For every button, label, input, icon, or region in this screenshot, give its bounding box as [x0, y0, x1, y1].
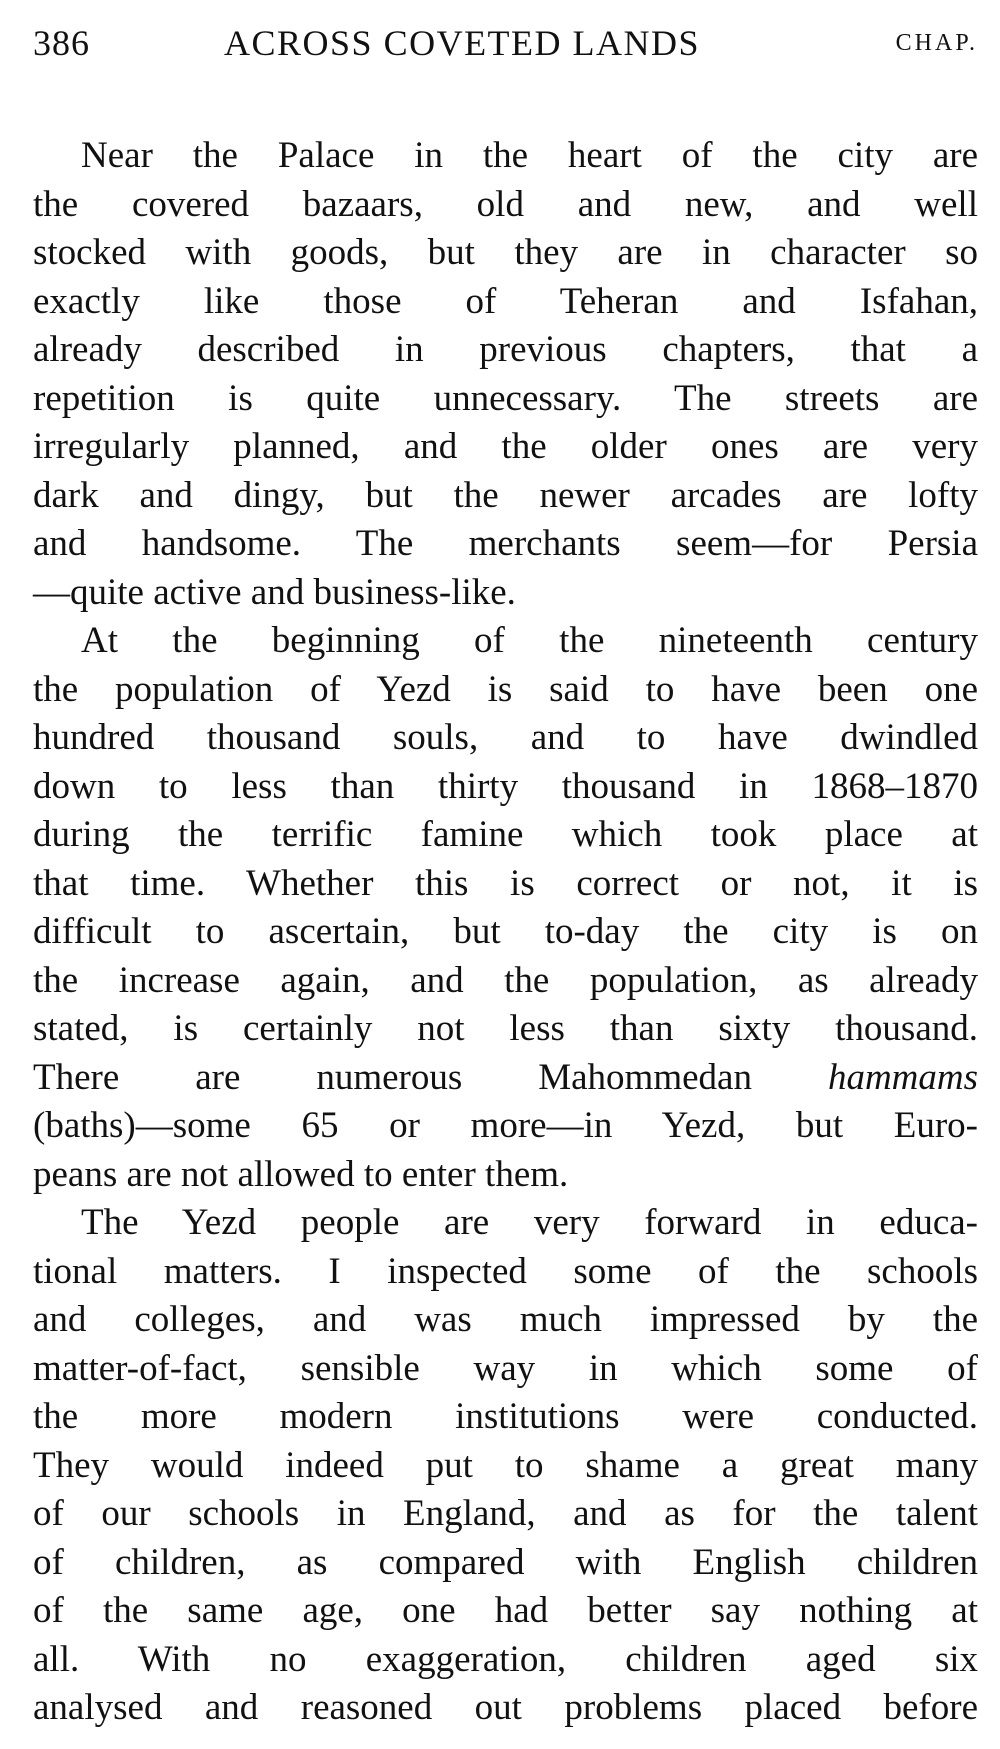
text-line: stocked with goods, but they are in character so: [33, 232, 978, 273]
text-line: matter-of-fact, sensible way in which some of: [33, 1347, 978, 1389]
text-line: all. With no exaggeration, children aged six: [33, 1638, 978, 1680]
text-line: and colleges, and was much impressed by the: [33, 1299, 978, 1340]
text-line: the covered bazaars, old and new, and well: [33, 183, 978, 225]
text-line: dark and dingy, but the newer arcades are lofty: [33, 474, 978, 516]
text-line: difficult to ascertain, but to-day the city is on: [33, 911, 978, 952]
paragraph-bazaars: [33, 132, 978, 617]
paragraph-population: [33, 617, 978, 1199]
text-line: repetition is quite unnecessary. The streets are: [33, 377, 978, 419]
text-line: peans are not allowed to enter them.: [33, 1153, 569, 1195]
text-line: —quite active and business-like.: [33, 571, 516, 613]
book-page: [33, 22, 978, 1733]
text-line: stated, is certainly not less than sixty thousand.: [33, 1008, 978, 1049]
text-line: already described in previous chapters, that a: [33, 329, 978, 370]
text-line: of our schools in England, and as for the talent: [33, 1493, 978, 1534]
running-head: [33, 22, 978, 72]
text-line: exactly like those of Teheran and Isfahan,: [33, 280, 978, 322]
text-line: irregularly planned, and the older ones are very: [33, 426, 978, 467]
text-line: and handsome. The merchants seem—for Persia: [33, 523, 978, 564]
text-line: hundred thousand souls, and to have dwindled: [33, 717, 978, 758]
text-line: They would indeed put to shame a great many: [33, 1444, 978, 1486]
text-line: the population of Yezd is said to have been one: [33, 668, 978, 710]
text-line: At the beginning of the nineteenth century: [81, 620, 978, 661]
book-title: ACROSS COVETED LANDS: [224, 23, 701, 63]
text-line: (baths)—some 65 or more—in Yezd, but Euro-: [33, 1105, 978, 1146]
text-line: the increase again, and the population, as already: [33, 959, 978, 1001]
text-line: tional matters. I inspected some of the schools: [33, 1250, 978, 1292]
italic-word: hammams: [827, 1056, 978, 1098]
page-number: 386: [33, 23, 90, 63]
paragraph-education: [33, 1199, 978, 1733]
text-line: of children, as compared with English children: [33, 1541, 978, 1583]
text-line-with-italic: [33, 1054, 978, 1103]
chapter-abbreviation: CHAP.: [895, 30, 978, 56]
text-line: analysed and reasoned out problems placed before: [33, 1687, 978, 1728]
text-line: during the terrific famine which took place at: [33, 814, 978, 855]
text-line: down to less than thirty thousand in 1868–1870: [33, 765, 978, 807]
text-line: the more modern institutions were conducted.: [33, 1396, 978, 1437]
text-line: The Yezd people are very forward in educa-: [81, 1202, 978, 1243]
text-line: of the same age, one had better say nothing at: [33, 1590, 978, 1631]
text-line: that time. Whether this is correct or not, it is: [33, 862, 978, 904]
text-segment: There are numerous Mahommedan: [33, 1056, 828, 1098]
text-line: Near the Palace in the heart of the city are: [81, 135, 978, 176]
